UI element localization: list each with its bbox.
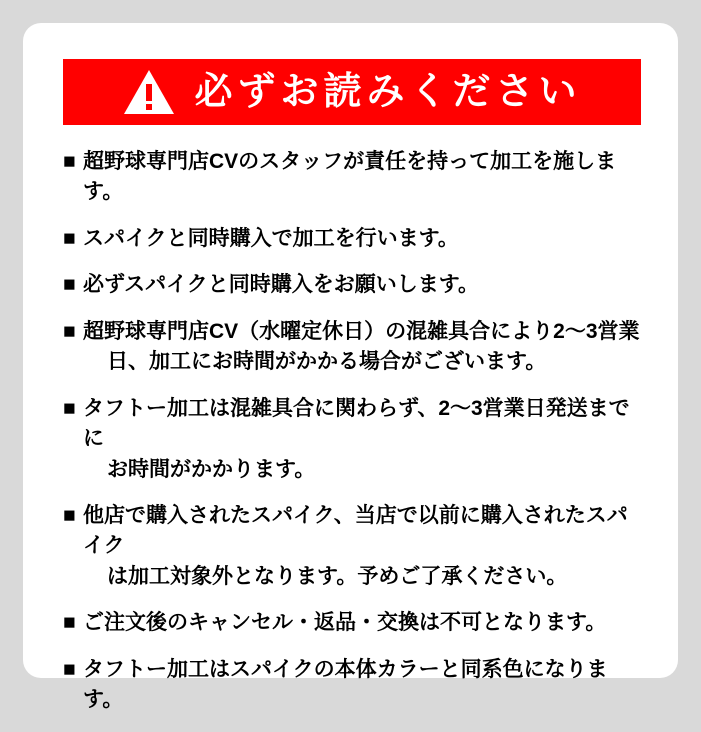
bullet-marker: ■ (63, 396, 76, 420)
list-item (63, 655, 641, 716)
list-item (63, 147, 641, 208)
list-item-line: は加工対象外となります。予めご了承ください。 (107, 564, 568, 588)
list-item-text: タフトー加工はスパイクの本体カラーと同系色になります。 (83, 657, 608, 712)
notice-card (23, 23, 678, 712)
notice-content (63, 59, 641, 732)
list-item-line: タフトー加工は混雑具合に関わらず、2〜3営業日発送までに (83, 396, 630, 451)
bullet-marker: ■ (63, 657, 76, 681)
bullet-marker: ■ (63, 611, 76, 635)
warning-banner (63, 59, 641, 125)
list-item (63, 317, 641, 378)
list-item-text: ご注文後のキャンセル・返品・交換は不可となります。 (83, 611, 607, 635)
list-item (63, 501, 641, 592)
list-item (63, 270, 641, 300)
list-item-text: 必ずスパイクと同時購入をお願いします。 (83, 273, 480, 297)
list-item-text (83, 501, 641, 592)
list-item (63, 608, 641, 638)
list-item (63, 224, 641, 254)
list-item-line: お時間がかかります。 (107, 457, 316, 481)
list-item-text: 超野球専門店CVのスタッフが責任を持って加工を施します。 (83, 150, 617, 204)
warning-triangle-icon (122, 68, 176, 116)
bullet-marker: ■ (63, 503, 76, 527)
bullet-marker: ■ (63, 226, 76, 250)
bullet-marker: ■ (63, 150, 76, 173)
banner-title: 必ずお読みください (194, 71, 582, 113)
notice-list (63, 147, 641, 716)
list-item-text (83, 394, 641, 485)
list-item-text: スパイクと同時購入で加工を行います。 (83, 226, 459, 250)
list-item-line: 日、加工にお時間がかかる場合がございます。 (107, 350, 547, 374)
list-item-line: 他店で購入されたスパイク、当店で以前に購入されたスパイク (83, 503, 628, 558)
list-item (63, 394, 641, 485)
list-item-text (83, 317, 640, 378)
list-item-line: 超野球専門店CV（水曜定休日）の混雑具合により2〜3営業 (83, 319, 640, 343)
bullet-marker: ■ (63, 319, 76, 343)
bullet-marker: ■ (63, 273, 76, 297)
